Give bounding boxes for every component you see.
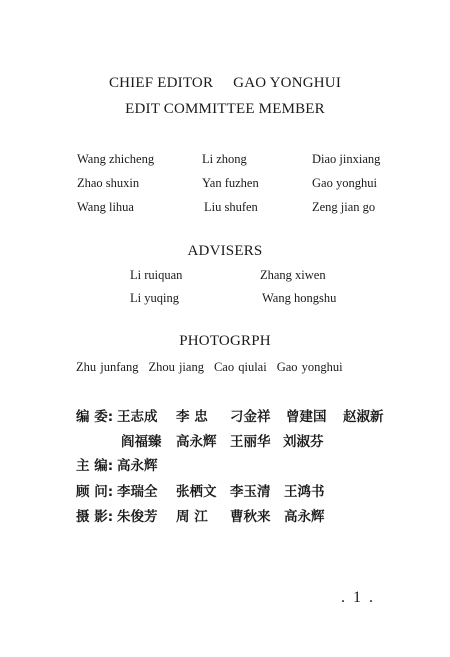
committee-name: Gao yonghui [312, 176, 377, 190]
cn-committee-name: 阎福臻 [121, 434, 162, 450]
adviser-name: Li yuqing [130, 291, 179, 305]
committee-name: Zhao shuxin [77, 176, 140, 190]
photography-heading: PHOTOGRPH [179, 333, 271, 349]
photographer-name: Zhou jiang [148, 360, 204, 374]
adviser-name: Wang hongshu [262, 291, 337, 305]
photographer-list [76, 360, 353, 375]
committee-heading: EDIT COMMITTEE MEMBER [125, 101, 325, 117]
photographer-name: Cao qiulai [213, 360, 267, 374]
cn-photo-label: 摄 影: [76, 509, 114, 525]
cn-photo-name: 曹秋来 [230, 509, 271, 525]
cn-committee-name: 王志成 [117, 409, 158, 425]
committee-name: Liu shufen [204, 200, 258, 214]
page-number: . 1 . [341, 589, 375, 606]
adviser-name: Li ruiquan [130, 268, 183, 282]
advisers-heading: ADVISERS [187, 243, 263, 259]
cn-adviser-name: 张栖文 [176, 484, 217, 500]
cn-adviser-name: 王鸿书 [284, 484, 325, 500]
cn-committee-name: 赵淑新 [343, 409, 384, 425]
committee-name: Wang lihua [77, 200, 134, 214]
cn-photo-name: 周 江 [176, 509, 208, 525]
cn-adviser-label: 顾 问: [76, 484, 114, 500]
chief-editor-name: GAO YONGHUI [233, 75, 342, 91]
cn-committee-name: 曾建国 [286, 409, 327, 425]
cn-committee-name: 刁金祥 [230, 409, 271, 425]
committee-name: Diao jinxiang [312, 152, 381, 166]
cn-adviser-name: 李瑞全 [117, 484, 158, 500]
committee-name: Wang zhicheng [77, 152, 155, 166]
chief-editor-label: CHIEF EDITOR [108, 75, 214, 91]
cn-photo-name: 朱俊芳 [117, 509, 158, 525]
cn-editor-name: 高永辉 [117, 458, 158, 474]
cn-committee-name: 高永辉 [176, 434, 217, 450]
cn-committee-name: 李 忠 [176, 409, 208, 425]
chief-editor-line [0, 75, 450, 92]
cn-photo-name: 高永辉 [284, 509, 325, 525]
committee-name: Yan fuzhen [202, 176, 259, 190]
cn-committee-name: 刘淑芬 [283, 434, 324, 450]
committee-name: Li zhong [202, 152, 247, 166]
cn-committee-label: 编 委: [76, 409, 114, 425]
adviser-name: Zhang xiwen [260, 268, 326, 282]
cn-adviser-name: 李玉清 [230, 484, 271, 500]
cn-committee-name: 王丽华 [230, 434, 271, 450]
cn-editor-label: 主 编: [76, 458, 114, 474]
photographer-name: Gao yonghui [276, 360, 343, 374]
photographer-name: Zhu junfang [76, 360, 139, 374]
committee-name: Zeng jian go [312, 200, 376, 214]
